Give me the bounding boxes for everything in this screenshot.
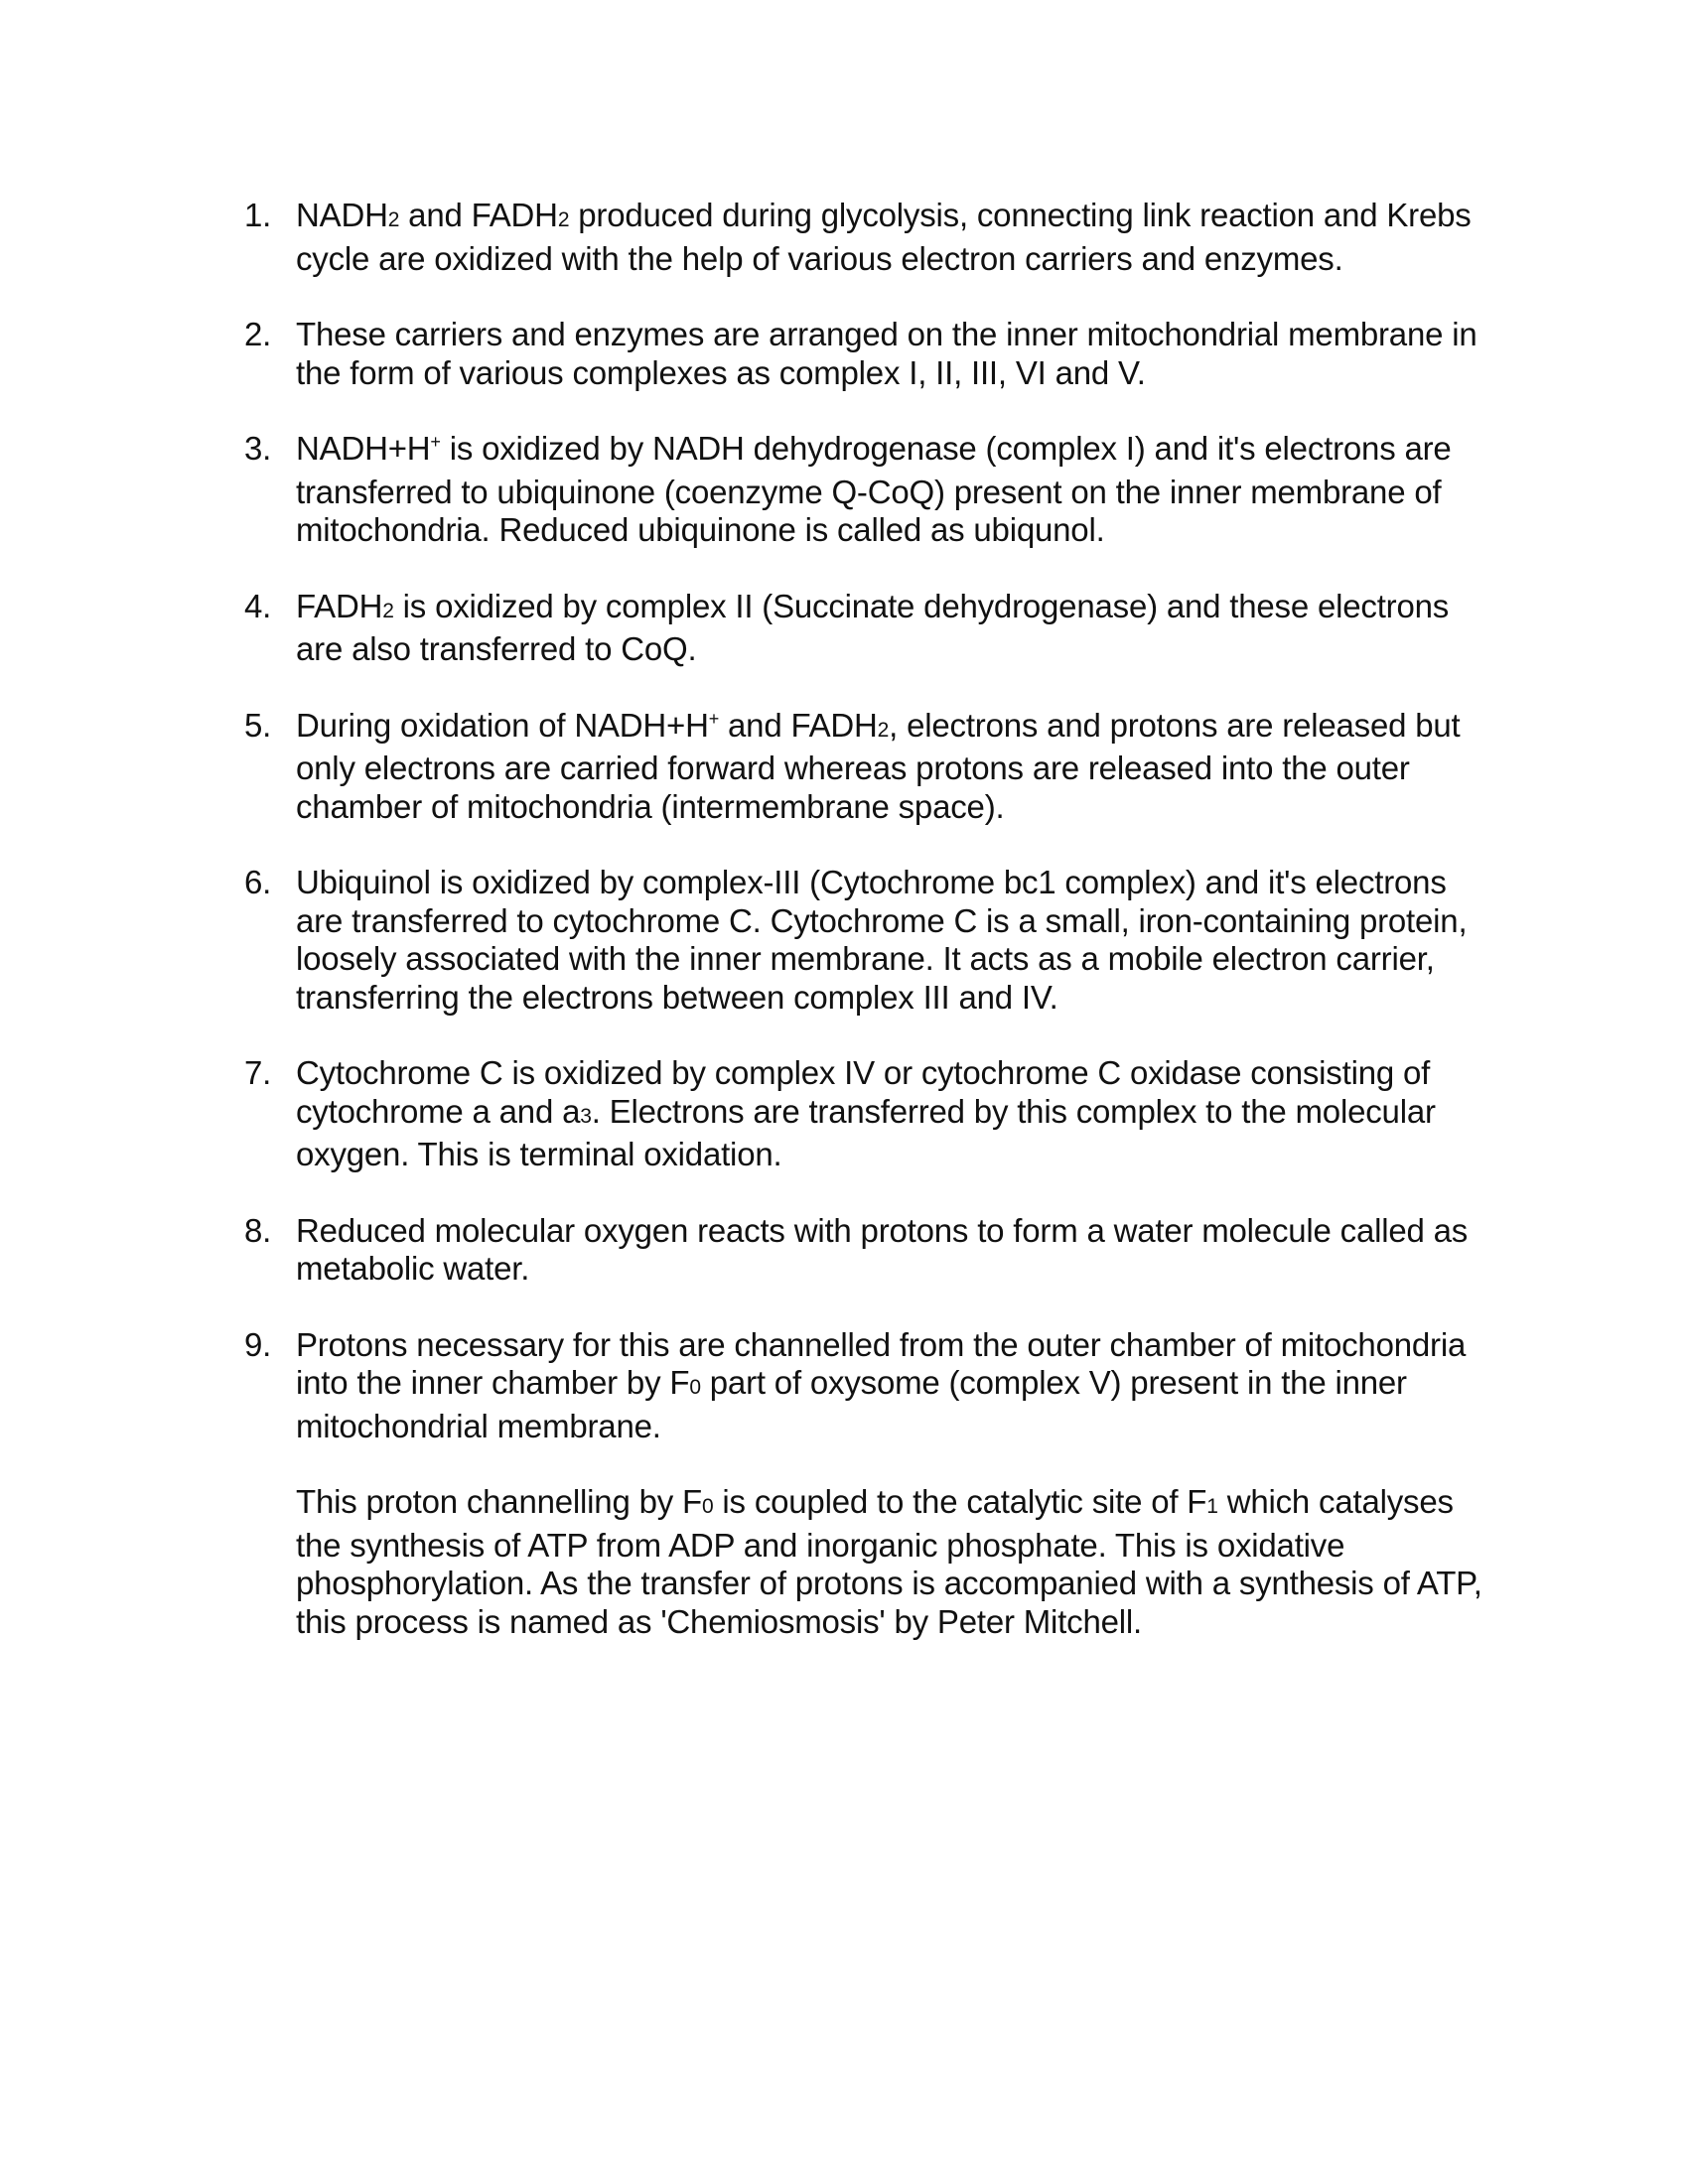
item-text <box>296 1054 1495 1174</box>
text-run: is oxidized by NADH dehydrogenase (complex I) and it's electrons are transferred to ubiquinone (coenzyme Q-CoQ) present on the inner membrane of mitochondria. Reduced ubiquinone is called as ubiqunol. <box>296 430 1452 548</box>
item-text <box>296 707 1495 827</box>
superscript: + <box>708 708 720 729</box>
item-number: 5. <box>244 706 272 744</box>
item-number: 7. <box>244 1054 272 1091</box>
text-run: Protons necessary for this are channelled from the outer chamber of mitochondria into the inner chamber by F <box>296 1325 1467 1401</box>
item-text <box>296 588 1495 669</box>
text-run: . Electrons are transferred by this complex to the molecular oxygen. This is terminal oxidation. <box>296 1092 1436 1172</box>
subscript: 1 <box>1206 1495 1218 1518</box>
item-text <box>296 316 1495 392</box>
item-number: 1. <box>244 197 272 233</box>
subscript: 2 <box>387 208 400 231</box>
numbered-list <box>244 197 1495 1679</box>
subscript: 0 <box>701 1495 714 1518</box>
text-run: FADH <box>296 587 383 624</box>
list-item <box>244 1326 1495 1642</box>
text-run: This proton channelling by F <box>296 1483 702 1520</box>
superscript: + <box>430 432 441 452</box>
text-run: is coupled to the catalytic site of F <box>713 1483 1207 1520</box>
item-text <box>296 197 1495 278</box>
subscript: 2 <box>382 599 394 622</box>
item-text <box>296 1212 1495 1289</box>
text-run: Ubiquinol is oxidized by complex-III (Cytochrome bc1 complex) and it's electrons are transferred to cytochrome C. Cytochrome C is a small, iron-containing protein, loosely associated with the inner membrane. It acts as a mobile electron carrier, transferring the electrons between complex III and IV. <box>296 864 1468 1016</box>
text-run: and FADH <box>719 706 878 744</box>
subscript: 2 <box>877 718 890 742</box>
item-number: 2. <box>244 316 272 352</box>
text-run: During oxidation of NADH+H <box>296 706 709 744</box>
subscript: 3 <box>580 1104 592 1128</box>
text-run: part of oxysome (complex V) present in the inner mitochondrial membrane. <box>296 1364 1407 1444</box>
text-run: Cytochrome C is oxidized by complex IV or cytochrome C oxidase consisting of cytochrome a and a <box>296 1054 1431 1130</box>
text-run: Reduced molecular oxygen reacts with protons to form a water molecule called as metabolic water. <box>296 1211 1469 1287</box>
text-run: NADH+H <box>296 430 431 467</box>
list-item <box>244 1054 1495 1174</box>
item-text <box>296 430 1495 550</box>
subscript: 2 <box>557 208 570 231</box>
subscript: 0 <box>689 1376 701 1399</box>
list-item <box>244 588 1495 669</box>
text-run: NADH <box>296 197 388 233</box>
text-run: and FADH <box>399 197 558 233</box>
list-item <box>244 316 1495 392</box>
item-number: 8. <box>244 1211 272 1249</box>
text-run: is oxidized by complex II (Succinate dehydrogenase) and these electrons are also transferred to CoQ. <box>296 587 1450 667</box>
list-item <box>244 197 1495 278</box>
text-run: , electrons and protons are released but only electrons are carried forward whereas protons are released into the outer chamber of mitochondria (intermembrane space). <box>296 706 1461 825</box>
list-item <box>244 430 1495 550</box>
item-text <box>296 864 1495 1017</box>
list-item <box>244 1212 1495 1289</box>
text-run: which catalyses the synthesis of ATP from ADP and inorganic phosphate. This is oxidative phosphorylation. As the transfer of protons is accompanied with a synthesis of ATP, this process is named as 'Chemiosmosis' by Peter Mitchell. <box>296 1483 1482 1640</box>
item-text <box>296 1326 1495 1446</box>
item-number: 6. <box>244 864 272 900</box>
list-item <box>244 864 1495 1017</box>
text-run: These carriers and enzymes are arranged on the inner mitochondrial membrane in the form of various complexes as complex I, II, III, VI and V. <box>296 316 1477 391</box>
item-number: 9. <box>244 1325 272 1363</box>
list-item <box>244 707 1495 827</box>
continuation-paragraph <box>296 1483 1495 1641</box>
item-number: 4. <box>244 587 272 624</box>
item-number: 3. <box>244 430 272 467</box>
text-run: produced during glycolysis, connecting link reaction and Krebs cycle are oxidized with the help of various electron carriers and enzymes. <box>296 197 1472 277</box>
